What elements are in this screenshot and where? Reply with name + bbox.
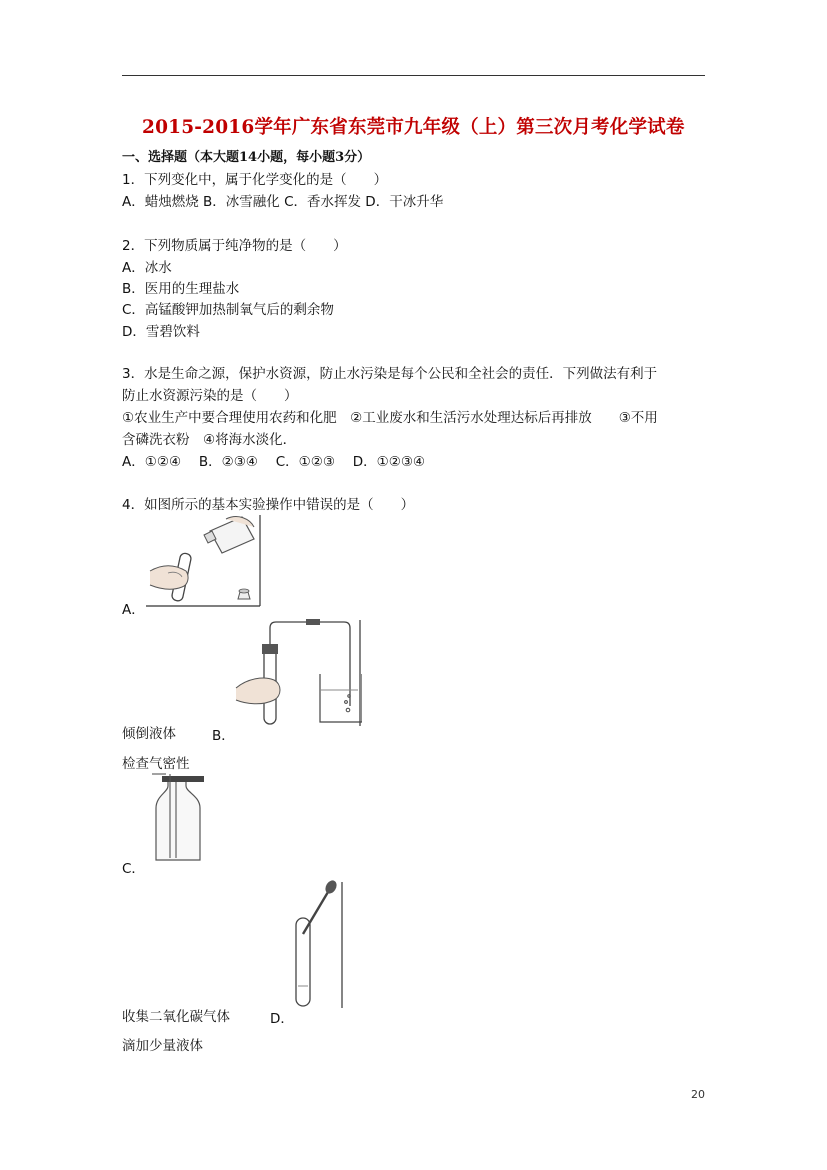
figure-pouring-liquid (146, 513, 262, 608)
exam-title: 2015-2016学年广东省东莞市九年级（上）第三次月考化学试卷 (142, 117, 685, 138)
q4-option-d-caption: 滴加少量液体 (122, 1038, 203, 1054)
q4-option-d-label: D． (270, 1011, 294, 1027)
q4-option-a-label: A． (122, 602, 145, 618)
q4-option-b-caption: 检查气密性 (122, 756, 190, 772)
q2-option-d: D．雪碧饮料 (122, 324, 200, 340)
q3-stem-line2: 防止水资源污染的是（ ） (122, 388, 298, 404)
q2-option-b: B．医用的生理盐水 (122, 281, 240, 297)
q3-options: A．①②④ B．②③④ C．①②③ D．①②③④ (122, 454, 426, 470)
page-number: 20 (691, 1088, 705, 1101)
q1-stem: 1．下列变化中，属于化学变化的是（ ） (122, 172, 388, 188)
q2-stem: 2．下列物质属于纯净物的是（ ） (122, 238, 347, 254)
q3-items-line2: 含磷洗衣粉 ④将海水淡化． (122, 432, 297, 448)
q3-items-line1: ①农业生产中要合理使用农药和化肥 ②工业废水和生活污水处理达标后再排放 ③不用 (122, 410, 658, 426)
q4-option-a-caption: 倾倒液体 (122, 726, 176, 742)
figure-dropping-liquid (290, 878, 346, 1010)
q4-option-b-label: B． (212, 728, 235, 744)
q2-option-a: A．冰水 (122, 260, 172, 276)
q1-options: A．蜡烛燃烧 B．冰雪融化 C．香水挥发 D．干冰升华 (122, 194, 444, 210)
q3-stem-line1: 3．水是生命之源，保护水资源，防止水污染是每个公民和全社会的责任．下列做法有利于 (122, 366, 658, 382)
q2-option-c: C．高锰酸钾加热制氧气后的剩余物 (122, 302, 334, 318)
figure-airtightness-check (234, 618, 362, 728)
section-heading: 一、选择题（本大题14小题，每小题3分） (122, 150, 371, 165)
figure-gas-collection (146, 772, 208, 862)
q4-option-c-label: C． (122, 861, 145, 877)
q4-stem: 4．如图所示的基本实验操作中错误的是（ ） (122, 497, 415, 513)
header-rule (122, 75, 705, 76)
q4-option-c-caption: 收集二氧化碳气体 (122, 1009, 230, 1025)
